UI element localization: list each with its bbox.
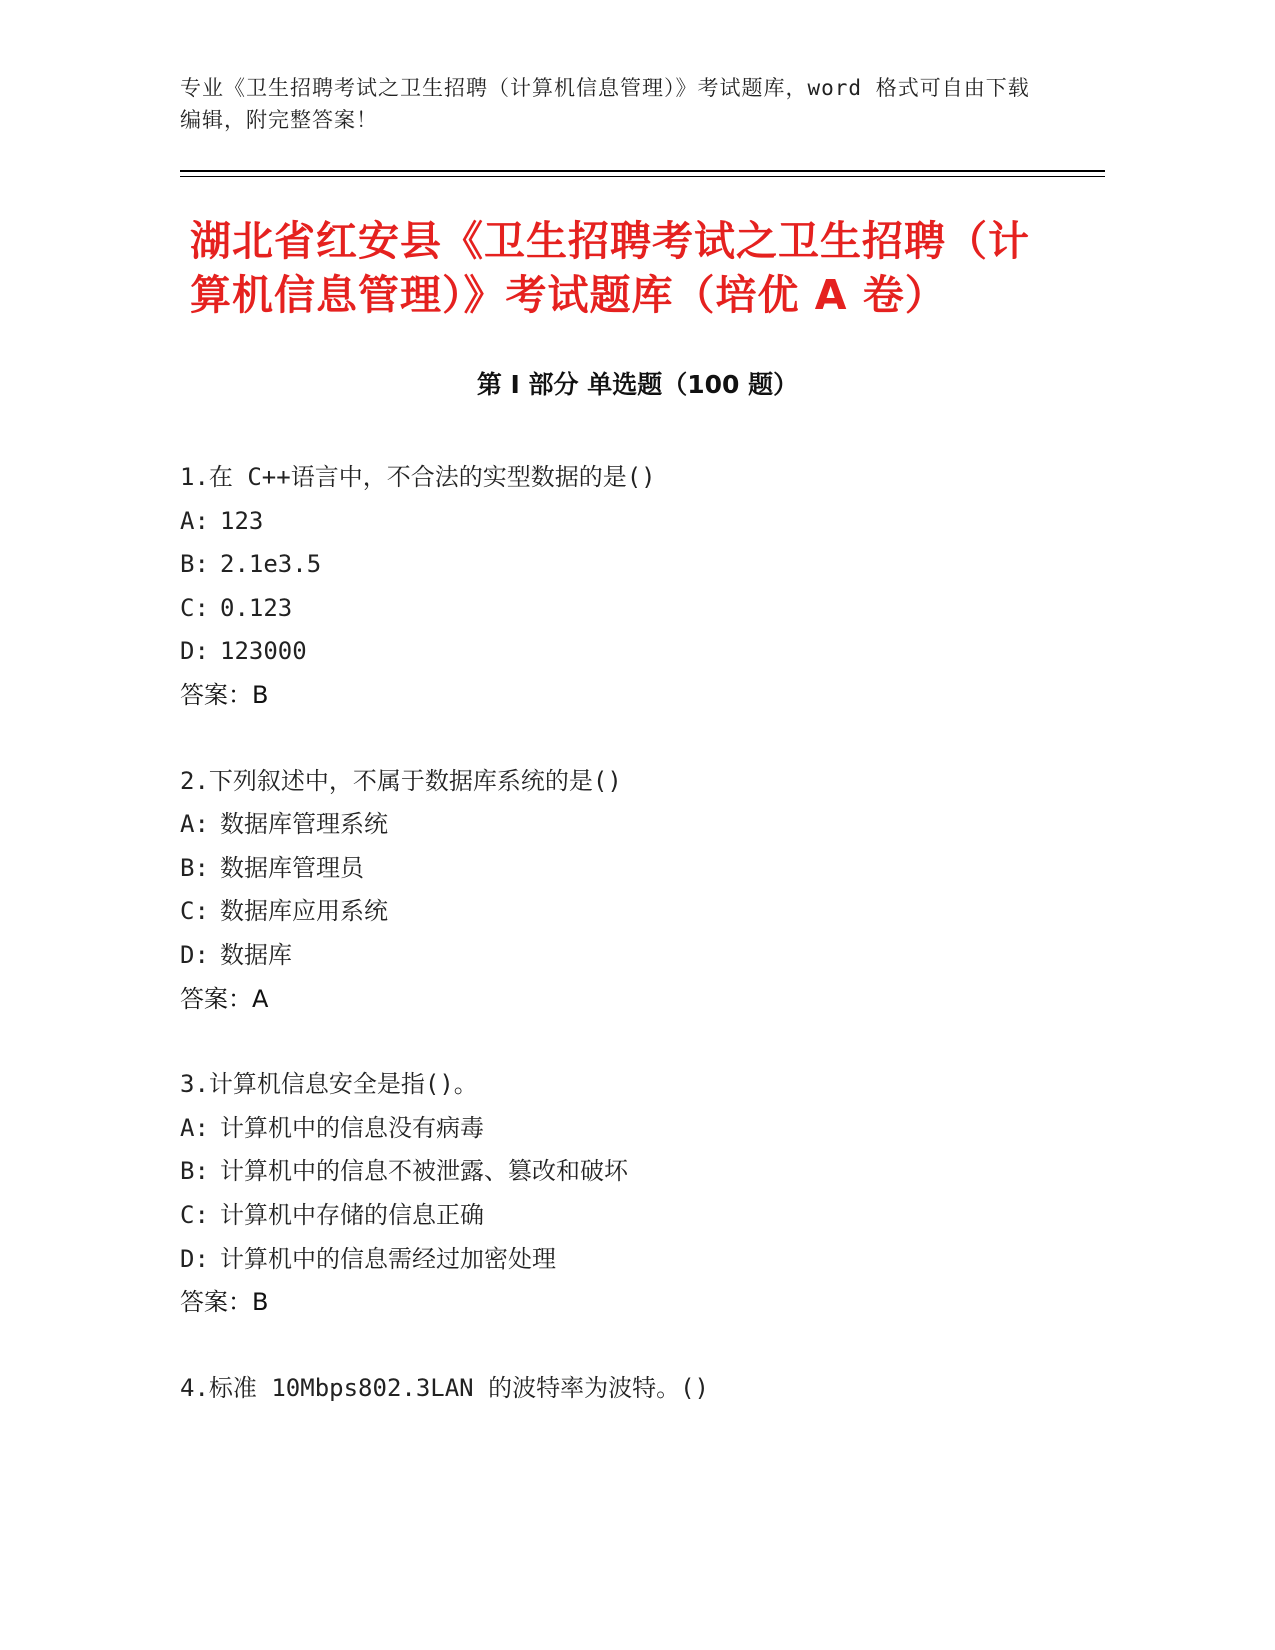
option-text: 123 — [220, 506, 264, 535]
option-letter: C: — [180, 593, 209, 622]
header-rule-thick — [180, 170, 1105, 172]
option-text: 123000 — [220, 637, 307, 666]
question-list — [180, 456, 1140, 1452]
header-rule-thin — [180, 176, 1105, 177]
answer-line: 答案：B — [180, 680, 269, 709]
question-stem: 1.在 C++语言中，不合法的实型数据的是() — [180, 463, 656, 491]
option-letter: D: — [180, 637, 209, 666]
option-letter: D: — [180, 940, 209, 969]
option-text: 计算机中的信息不被泄露、篡改和破坏 — [220, 1157, 628, 1186]
option-letter: A: — [180, 1113, 209, 1142]
question-4 — [180, 1367, 1140, 1411]
question-stem: 4.标准 10Mbps802.3LAN 的波特率为波特。() — [180, 1373, 709, 1402]
option-text: 计算机中的信息需经过加密处理 — [220, 1244, 556, 1273]
option-letter: D: — [180, 1244, 209, 1273]
option-c — [180, 1194, 1140, 1238]
option-text: 计算机中的信息没有病毒 — [220, 1113, 484, 1142]
section-heading: 第 I 部分 单选题（100 题） — [476, 370, 799, 399]
question-stem: 3.计算机信息安全是指()。 — [180, 1070, 478, 1099]
option-b — [180, 847, 1140, 891]
option-b — [180, 543, 1140, 587]
option-d — [180, 630, 1140, 674]
option-letter: A: — [180, 810, 209, 839]
answer-line: 答案：B — [180, 1288, 269, 1317]
option-a — [180, 1107, 1140, 1151]
option-text: 数据库管理员 — [220, 853, 364, 882]
question-1 — [180, 456, 1140, 718]
option-c — [180, 587, 1140, 631]
question-stem: 2.下列叙述中，不属于数据库系统的是() — [180, 766, 622, 795]
option-text: 0.123 — [220, 593, 293, 622]
option-letter: C: — [180, 897, 209, 926]
option-letter: A: — [180, 506, 209, 535]
option-text: 2.1e3.5 — [220, 550, 322, 579]
option-c — [180, 890, 1140, 934]
document-title: 湖北省红安县《卫生招聘考试之卫生招聘（计算机信息管理）》考试题库（培优 A 卷） — [190, 217, 1030, 319]
answer-line: 答案：A — [180, 984, 269, 1013]
question-3 — [180, 1063, 1140, 1325]
option-letter: B: — [180, 550, 209, 579]
option-letter: C: — [180, 1200, 209, 1229]
option-b — [180, 1150, 1140, 1194]
option-a — [180, 500, 1140, 544]
option-text: 计算机中存储的信息正确 — [220, 1200, 484, 1229]
option-d — [180, 1238, 1140, 1282]
option-text: 数据库 — [220, 940, 292, 969]
option-letter: B: — [180, 853, 209, 882]
option-text: 数据库应用系统 — [220, 897, 388, 926]
option-text: 数据库管理系统 — [220, 810, 388, 839]
question-2 — [180, 760, 1140, 1022]
option-a — [180, 803, 1140, 847]
header-note: 专业《卫生招聘考试之卫生招聘（计算机信息管理）》考试题库，word 格式可自由下载编辑，附完整答案！ — [180, 76, 1030, 132]
option-d — [180, 934, 1140, 978]
option-letter: B: — [180, 1157, 209, 1186]
